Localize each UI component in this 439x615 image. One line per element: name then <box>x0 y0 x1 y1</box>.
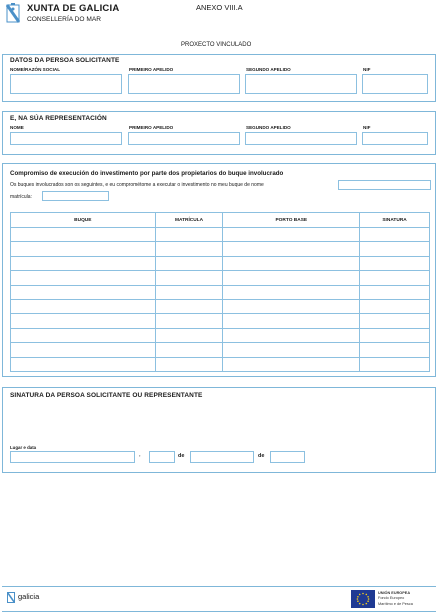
footer-right-divider <box>2 611 436 612</box>
eu-line-3: Marítimo e de Pesca <box>378 601 413 606</box>
table-cell[interactable] <box>155 299 223 313</box>
table-cell[interactable] <box>11 228 156 242</box>
applicant-title: DATOS DA PERSOA SOLICITANTE <box>10 57 120 64</box>
month-field[interactable] <box>190 451 254 463</box>
applicant-name-label: NOME/RAZÓN SOCIAL <box>10 67 61 72</box>
galicia-emblem-icon <box>7 592 15 603</box>
table-cell[interactable] <box>11 343 156 357</box>
place-field[interactable] <box>10 451 135 463</box>
table-row <box>11 357 430 371</box>
table-cell[interactable] <box>223 285 360 299</box>
table-cell[interactable] <box>360 299 430 313</box>
table-header-row <box>11 213 430 228</box>
commitment-text: Os buques involucrados son os seguintes, e eu comprométome a executar o investimento no meu buque de nome <box>10 182 264 188</box>
table-cell[interactable] <box>11 357 156 371</box>
applicant-surname1-field[interactable] <box>128 74 240 94</box>
table-cell[interactable] <box>155 256 223 270</box>
table-cell[interactable] <box>155 343 223 357</box>
eu-line-1: UNIÓN EUROPEA <box>378 591 411 595</box>
table-cell[interactable] <box>11 285 156 299</box>
day-field[interactable] <box>149 451 175 463</box>
applicant-nif-field[interactable] <box>362 74 428 94</box>
table-cell[interactable] <box>155 285 223 299</box>
table-cell[interactable] <box>155 271 223 285</box>
eu-line-2: Fondo Europeo <box>378 596 405 601</box>
col-header-sinatura: SINATURA <box>360 213 430 228</box>
table-cell[interactable] <box>155 228 223 242</box>
col-header-porto-base: PORTO BASE <box>223 213 360 228</box>
table-cell[interactable] <box>223 343 360 357</box>
table-cell[interactable] <box>360 314 430 328</box>
table-cell[interactable] <box>223 256 360 270</box>
table-cell[interactable] <box>360 242 430 256</box>
signature-title: SINATURA DA PERSOA SOLICITANTE OU REPRESENTANTE <box>10 392 203 399</box>
table-cell[interactable] <box>155 328 223 342</box>
place-date-label: Lugar e data <box>10 445 37 450</box>
table-cell[interactable] <box>223 242 360 256</box>
rep-name-field[interactable] <box>10 132 122 145</box>
rep-surname2-label: SEGUNDO APELIDO <box>246 125 291 130</box>
rep-surname1-label: PRIMEIRO APELIDO <box>129 125 174 130</box>
rep-surname1-field[interactable] <box>128 132 240 145</box>
table-cell[interactable] <box>11 242 156 256</box>
applicant-surname1-label: PRIMEIRO APELIDO <box>129 67 174 72</box>
table-cell[interactable] <box>223 271 360 285</box>
vessel-name-field[interactable] <box>338 180 431 190</box>
table-cell[interactable] <box>360 271 430 285</box>
applicant-name-field[interactable] <box>10 74 122 94</box>
col-header-buque: BUQUE <box>11 213 156 228</box>
applicant-surname2-field[interactable] <box>245 74 357 94</box>
commitment-title: Compromiso de execución do investimento por parte dos propietarios do buque involucrado <box>10 170 284 177</box>
org-name: XUNTA DE GALICIA <box>27 3 120 14</box>
galicia-wordmark: galicia <box>18 592 40 601</box>
table-cell[interactable] <box>223 299 360 313</box>
table-cell[interactable] <box>223 328 360 342</box>
table-cell[interactable] <box>223 228 360 242</box>
org-sub: CONSELLERÍA DO MAR <box>27 16 102 23</box>
table-row <box>11 256 430 270</box>
eu-text <box>378 591 413 607</box>
table-row <box>11 242 430 256</box>
table-cell[interactable] <box>11 256 156 270</box>
col-header-matricula: MATRÍCULA <box>155 213 223 228</box>
comma-separator: , <box>139 452 141 458</box>
applicant-nif-label: NIF <box>363 67 371 72</box>
de-separator-1: de <box>178 453 185 459</box>
table-cell[interactable] <box>223 314 360 328</box>
table-cell[interactable] <box>11 314 156 328</box>
form-title: PROXECTO VINCULADO <box>181 42 252 48</box>
table-cell[interactable] <box>155 314 223 328</box>
eu-flag-icon <box>351 590 375 608</box>
table-cell[interactable] <box>223 357 360 371</box>
de-separator-2: de <box>258 453 265 459</box>
table-cell[interactable] <box>360 256 430 270</box>
rep-surname2-field[interactable] <box>245 132 357 145</box>
table-cell[interactable] <box>360 285 430 299</box>
year-field[interactable] <box>270 451 305 463</box>
table-row <box>11 314 430 328</box>
table-cell[interactable] <box>155 242 223 256</box>
table-cell[interactable] <box>11 271 156 285</box>
table-cell[interactable] <box>360 343 430 357</box>
applicant-surname2-label: SEGUNDO APELIDO <box>246 67 291 72</box>
annex-label: ANEXO VIII.A <box>196 3 243 12</box>
table-cell[interactable] <box>360 357 430 371</box>
vessels-table <box>10 212 430 372</box>
registration-label: matrícula: <box>10 194 32 200</box>
table-row <box>11 285 430 299</box>
footer-divider <box>2 586 436 587</box>
table-row <box>11 271 430 285</box>
rep-nif-field[interactable] <box>362 132 428 145</box>
table-cell[interactable] <box>360 228 430 242</box>
xunta-emblem-icon <box>6 3 20 23</box>
rep-name-label: NOME <box>10 125 24 130</box>
table-cell[interactable] <box>155 357 223 371</box>
galicia-logo <box>7 591 47 605</box>
rep-nif-label: NIF <box>363 125 371 130</box>
table-row <box>11 299 430 313</box>
representative-title: E, NA SÚA REPRESENTACIÓN <box>10 115 107 122</box>
table-cell[interactable] <box>11 299 156 313</box>
table-row <box>11 343 430 357</box>
registration-field[interactable] <box>42 191 109 201</box>
table-cell[interactable] <box>360 328 430 342</box>
table-row <box>11 228 430 242</box>
table-row <box>11 328 430 342</box>
table-cell[interactable] <box>11 328 156 342</box>
